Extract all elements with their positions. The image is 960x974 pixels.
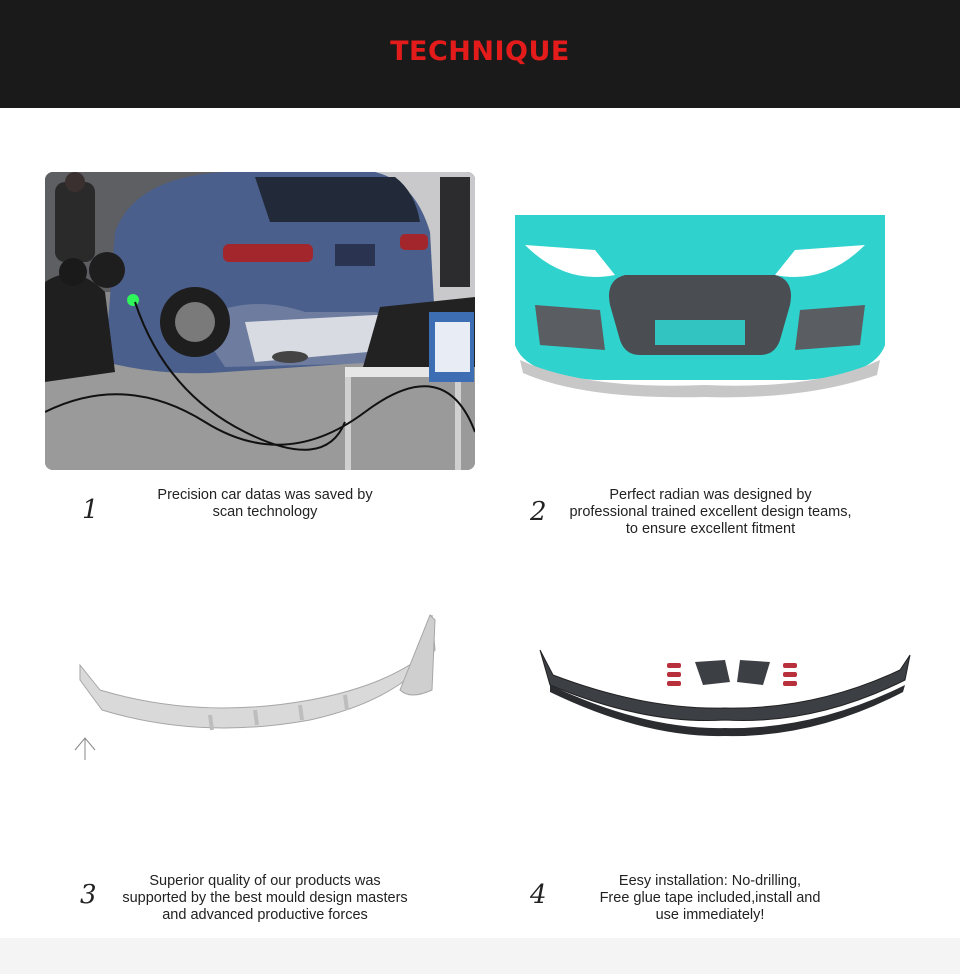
step-1-line-1: Precision car datas was saved by [157, 487, 373, 503]
step-1-number: 1 [82, 495, 99, 525]
step-2-caption [548, 487, 873, 538]
step-3-number: 3 [80, 880, 97, 910]
scan-photo [45, 172, 475, 470]
step-2-line-2: professional trained excellent design teams, [569, 504, 852, 520]
step-4-line-3: use immediately! [655, 907, 765, 923]
step-3-line-2: supported by the best mould design masters [122, 890, 408, 906]
step-1-caption [130, 487, 400, 521]
step-3-line-3: and advanced productive forces [162, 907, 368, 923]
cad-lip-render [60, 590, 450, 770]
step-3-caption [95, 873, 435, 924]
step-1-line-2: scan technology [212, 504, 318, 520]
carbon-lip-kit [525, 630, 920, 745]
step-2-line-3: to ensure excellent fitment [625, 521, 796, 537]
page-title: TECHNIQUE [390, 36, 570, 67]
step-4-line-1: Eesy installation: No-drilling, [618, 873, 802, 889]
footer-band [0, 938, 960, 974]
bumper-render [505, 205, 895, 400]
step-4-line-2: Free glue tape included,install and [599, 890, 821, 906]
step-3-line-1: Superior quality of our products was [149, 873, 381, 889]
step-2-line-1: Perfect radian was designed by [609, 487, 812, 503]
step-4-number: 4 [530, 880, 547, 910]
step-2-number: 2 [530, 497, 547, 527]
page-header [0, 0, 960, 108]
step-4-caption [575, 873, 845, 924]
